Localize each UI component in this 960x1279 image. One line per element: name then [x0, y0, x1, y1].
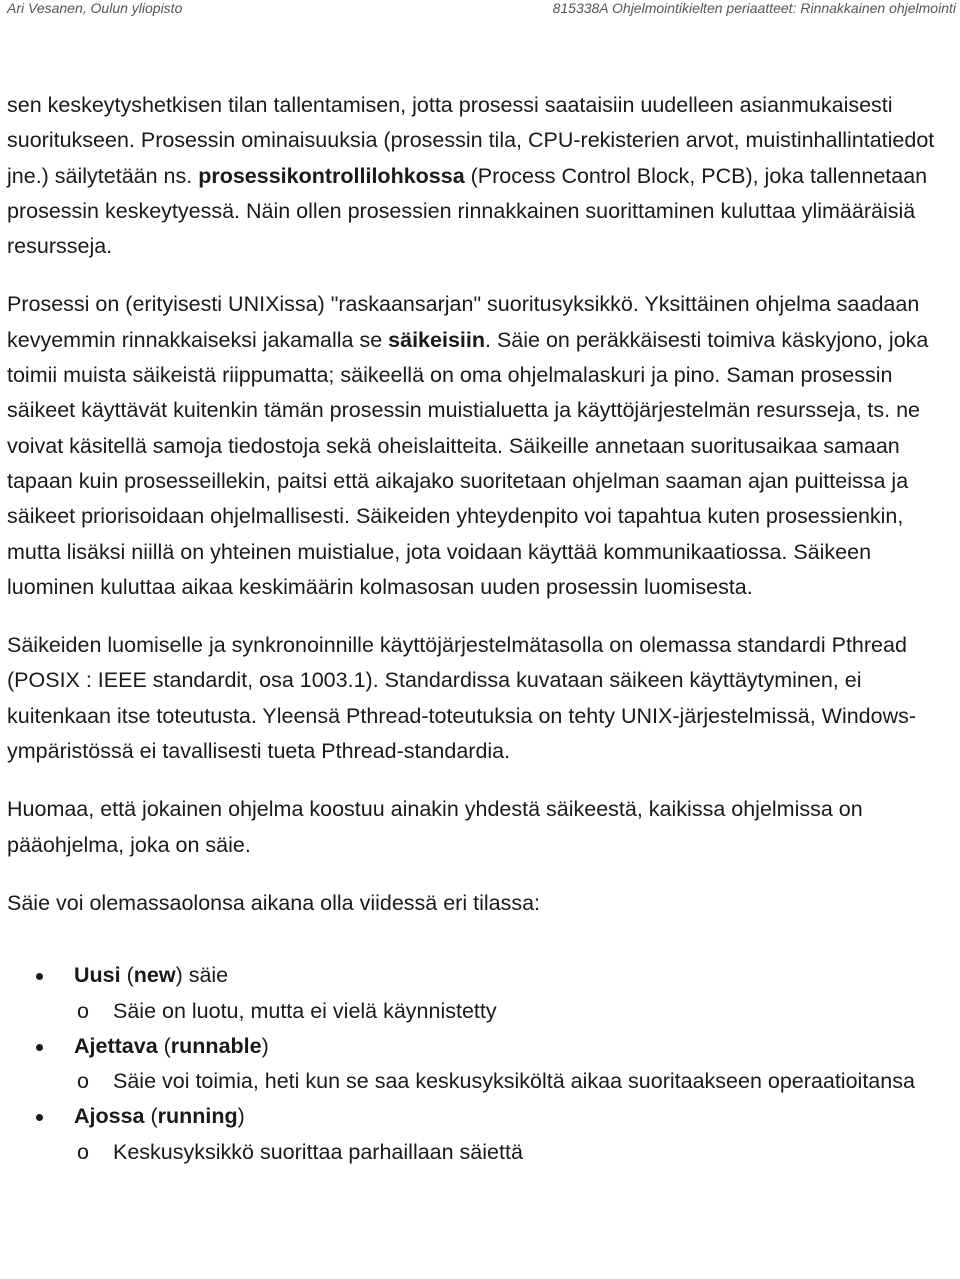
paragraph-threads — [7, 287, 953, 605]
state-name: Ajettava — [74, 1033, 158, 1058]
state-name-en: runnable — [170, 1033, 262, 1058]
sub-list-wrapper — [7, 994, 953, 1029]
circle-bullet-icon: o — [77, 998, 89, 1023]
list-text: ( — [120, 963, 134, 988]
sub-list — [7, 1064, 953, 1099]
list-item — [7, 958, 953, 993]
header-course: 815338A Ohjelmointikielten periaatteet: Rinnakkainen ohjelmointi — [552, 0, 956, 16]
circle-bullet-icon: o — [77, 1069, 89, 1094]
list-text: ) — [261, 1033, 269, 1058]
term-threads: säikeisiin — [388, 327, 485, 352]
paragraph-text: . Säie on peräkkäisesti toimiva käskyjono, joka toimii muista säikeistä riippumatta; säikeellä on oma ohjelmalaskuri ja pino. Saman prosessin säikeet käyttävät kuitenkin tämän prosessin muistialuetta ja käyttöjärjestelmän resursseja, ts. ne voivat käsitellä samoja tiedostoja sekä oheislaitteita. Säikeille annetaan suoritusaikaa samaan tapaan kuin prosesseillekin, paitsi että aikajako suoritetaan ohjelman saaman ajan puitteissa ja säikeet priorisoidaan ohjelmallisesti. Säikeiden yhteydenpito voi tapahtua kuten prosessienkin, mutta lisäksi niillä on yhteinen muistialue, jota voidaan käyttää kommunikaatiossa. Säikeen luominen kuluttaa aikaa keskimäärin kolmasosan uuden prosessin luomisesta. — [7, 327, 929, 599]
header-author: Ari Vesanen, Oulun yliopisto — [7, 0, 183, 16]
list-text: ( — [157, 1033, 171, 1058]
circle-bullet-icon: o — [77, 1139, 89, 1164]
state-description: Keskusyksikkö suorittaa parhaillaan säiettä — [113, 1139, 523, 1164]
term-pcb: prosessikontrollilohkossa — [198, 163, 465, 188]
state-name-en: new — [133, 963, 176, 988]
list-item — [7, 1099, 953, 1134]
document-body — [7, 88, 953, 1170]
paragraph-pthread: Säikeiden luomiselle ja synkronoinnille käyttöjärjestelmätasolla on olemassa standardi Pthread (POSIX : IEEE standardit, osa 1003.1). Standardissa kuvataan säikeen käyttäytyminen, ei kuitenkaan itse toteutusta. Yleensä Pthread-toteutuksia on tehty UNIX-järjestelmissä, Windows-ympäristössä ei tavallisesti tueta Pthread-standardia. — [7, 633, 917, 764]
page-header — [7, 0, 956, 20]
list-item — [44, 994, 953, 1029]
state-description: Säie on luotu, mutta ei vielä käynnistetty — [113, 998, 497, 1023]
paragraph-text: sen keskeytyshetkisen tilan tallentamisen, jotta prosessi saataisiin uudelleen asianmukaisesti suoritukseen. Prosessin ominaisuuksia (prosessin tila, CPU-rekisterien arvot, muistinhallintatiedot jne.) säilytetään ns. — [7, 93, 935, 188]
list-item — [44, 1135, 953, 1170]
sub-list-wrapper — [7, 1064, 953, 1099]
thread-states-list — [7, 958, 953, 1170]
sub-list — [7, 994, 953, 1029]
state-name: Uusi — [74, 963, 121, 988]
list-text: ) säie — [175, 963, 229, 988]
paragraph-text: Prosessi on (erityisesti UNIXissa) "raskaansarjan" suoritusyksikkö. Yksittäinen ohjelma saadaan kevyemmin rinnakkaiseksi jakamalla se — [7, 292, 920, 352]
list-text: ) — [237, 1104, 245, 1129]
paragraph-states-intro: Säie voi olemassaolonsa aikana olla viidessä eri tilassa: — [7, 890, 541, 915]
sub-list-wrapper — [7, 1135, 953, 1170]
paragraph-text: (Process Control Block, PCB), joka tallennetaan prosessin keskeytyessä. Näin ollen prosessien rinnakkainen suorittaminen kuluttaa ylimääräisiä resursseja. — [7, 163, 928, 259]
paragraph-main-thread: Huomaa, että jokainen ohjelma koostuu ainakin yhdestä säikeestä, kaikissa ohjelmissa on pääohjelma, joka on säie. — [7, 797, 863, 857]
state-description: Säie voi toimia, heti kun se saa keskusyksiköltä aikaa suoritaakseen operaatioitansa — [113, 1069, 915, 1094]
paragraph-pcb — [7, 88, 953, 264]
list-item — [7, 1029, 953, 1064]
state-name-en: running — [157, 1104, 238, 1129]
list-item — [44, 1064, 953, 1099]
list-text: ( — [144, 1104, 158, 1129]
sub-list — [7, 1135, 953, 1170]
state-name: Ajossa — [74, 1104, 145, 1129]
